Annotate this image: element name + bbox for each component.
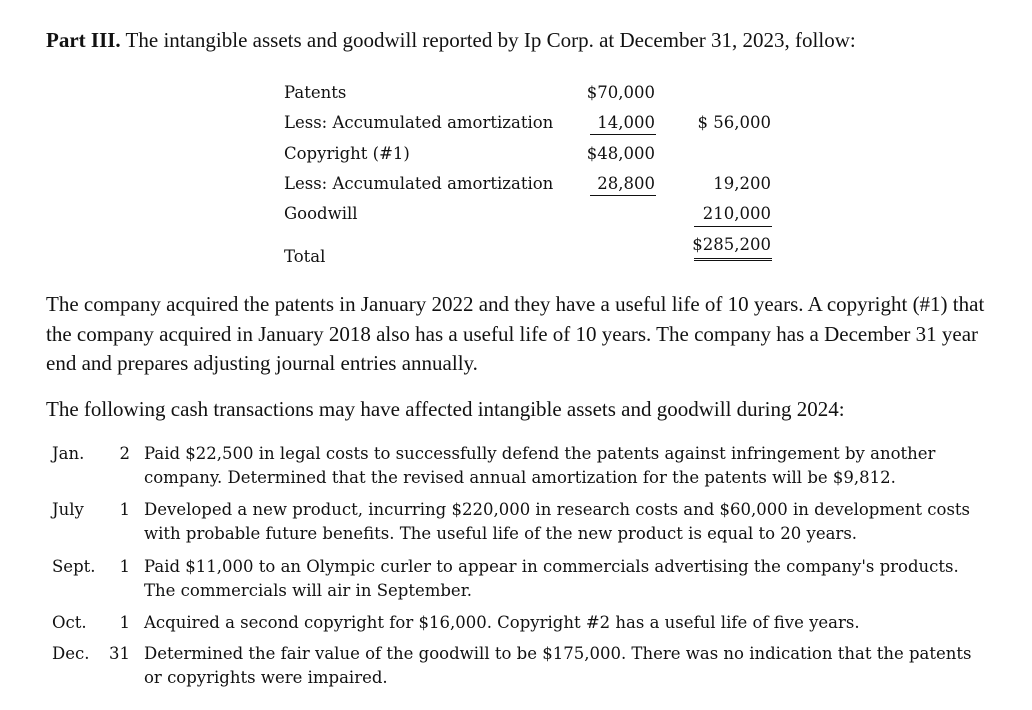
table-total-label: Total (284, 247, 326, 266)
transaction-description: Paid $22,500 in legal costs to successfully defend the patents against infringement by another company. Determined that the revised annual amortization for the patents will be $9,812. (144, 444, 936, 487)
table-row-amount: 28,800 (597, 174, 655, 193)
transaction-day: 2 (119, 444, 130, 463)
underline (590, 134, 656, 135)
transaction-day: 31 (109, 644, 130, 663)
page-heading (46, 28, 856, 53)
table-row-label: Less: Accumulated amortization (284, 174, 554, 193)
transaction-day: 1 (119, 557, 130, 576)
underline (694, 226, 772, 227)
underline (590, 195, 656, 196)
table-row-amount: $48,000 (586, 144, 655, 163)
transaction-month: July (52, 500, 84, 519)
double-underline (694, 258, 772, 261)
transaction-day: 1 (119, 613, 130, 632)
transaction-description: Determined the fair value of the goodwill to be $175,000. There was no indication that the patents or copyrights were impaired. (144, 644, 972, 687)
transaction-description: Developed a new product, incurring $220,000 in research costs and $60,000 in development costs with probable future benefits. The useful life of the new product is equal to 20 years. (144, 500, 971, 543)
table-row-label: Goodwill (284, 204, 358, 223)
part-label: Part III. (46, 28, 121, 52)
table-row-amount: $70,000 (586, 83, 655, 102)
intro-paragraph: The company acquired the patents in January 2022 and they have a useful life of 10 years. A copyright (#1) that the company acquired in January 2018 also has a useful life of 10 years. The company has a December 31 year end and prepares adjusting journal entries annually. (46, 292, 985, 375)
transaction-day: 1 (119, 500, 130, 519)
table-row-net: $ 56,000 (697, 113, 771, 132)
table-row-net: 19,200 (713, 174, 771, 193)
heading-text: The intangible assets and goodwill reported by Ip Corp. at December 31, 2023, follow: (120, 28, 856, 52)
table-row-net: 210,000 (702, 204, 771, 223)
table-row-amount: 14,000 (597, 113, 655, 132)
table-row-label: Less: Accumulated amortization (284, 113, 554, 132)
balance-table (284, 78, 774, 278)
transaction-month: Oct. (52, 613, 87, 632)
transaction-month: Dec. (52, 644, 90, 663)
table-row-label: Patents (284, 83, 347, 102)
transaction-month: Jan. (52, 444, 85, 463)
transaction-description: Paid $11,000 to an Olympic curler to appear in commercials advertising the company's products. The commercials will air in September. (144, 557, 959, 600)
transaction-month: Sept. (52, 557, 96, 576)
table-row-label: Copyright (#1) (284, 144, 410, 163)
transaction-description: Acquired a second copyright for $16,000. Copyright #2 has a useful life of five years. (144, 613, 860, 632)
table-total-amount: $285,200 (692, 235, 771, 254)
transactions-intro: The following cash transactions may have affected intangible assets and goodwill during 2024: (46, 397, 845, 421)
